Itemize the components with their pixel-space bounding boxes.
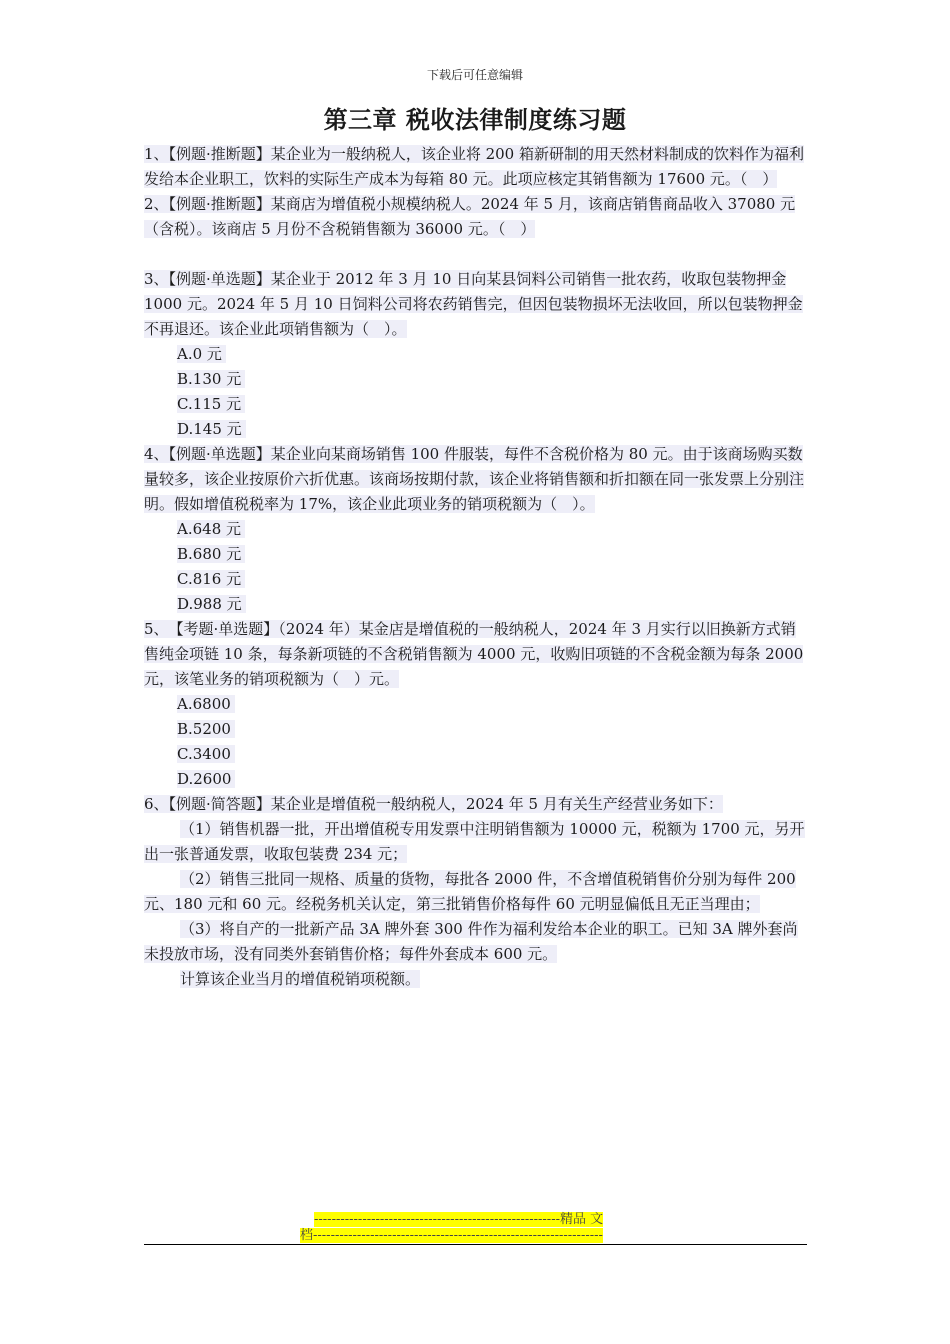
question-3 bbox=[144, 267, 809, 342]
footer-divider bbox=[144, 1244, 807, 1245]
document-body bbox=[144, 142, 809, 992]
question-4-text: 4、【例题·单选题】某企业向某商场销售 100 件服装，每件不含税价格为 80 元。由于该商场购买数量较多，该企业按原价六折优惠。该商场按期付款，该企业将销售额和折扣额在同一张发票上分别注明。假如增值税税率为 17%，该企业此项业务的销项税额为（ ）。 bbox=[144, 445, 805, 513]
question-3-option-d: D.145 元 bbox=[144, 417, 809, 442]
document-title: 第三章 税收法律制度练习题 bbox=[323, 105, 627, 134]
question-6-item-1: （1）销售机器一批，开出增值税专用发票中注明销售额为 10000 元，税额为 1700 元，另开出一张普通发票，收取包装费 234 元； bbox=[144, 820, 805, 863]
question-5-text: 5、 【考题·单选题】（2024 年）某金店是增值税的一般纳税人，2024 年 3 月实行以旧换新方式销售纯金项链 10 条，每条新项链的不含税销售额为 4000 元，收购旧项链的不含税金额为每条 2000 元，该笔业务的销项税额为（ ）元。 bbox=[144, 620, 804, 688]
question-6-text: 6、【例题·简答题】某企业是增值税一般纳税人，2024 年 5 月有关生产经营业务如下： bbox=[144, 795, 723, 813]
question-3-option-b: B.130 元 bbox=[144, 367, 809, 392]
question-4-option-d: D.988 元 bbox=[144, 592, 809, 617]
question-6-item-2: （2）销售三批同一规格、质量的货物，每批各 2000 件，不含增值税销售价分别为每件 200 元、180 元和 60 元。经税务机关认定，第三批销售价格每件 60 元明显偏低且无正当理由； bbox=[144, 870, 796, 913]
question-6-conclusion: 计算该企业当月的增值税销项税额。 bbox=[180, 970, 421, 988]
question-6 bbox=[144, 792, 809, 817]
footer-note-line-2: 档------------------------------------------------------------------ bbox=[300, 1228, 603, 1243]
question-5 bbox=[144, 617, 809, 692]
question-5-option-b: B.5200 bbox=[144, 717, 809, 742]
question-2 bbox=[144, 192, 809, 242]
question-4-option-c: C.816 元 bbox=[144, 567, 809, 592]
question-5-option-c: C.3400 bbox=[144, 742, 809, 767]
footer-note-line-1: --------------------------------------------------------精品 文 bbox=[314, 1212, 604, 1227]
question-5-option-d: D.2600 bbox=[144, 767, 809, 792]
question-3-text: 3、【例题·单选题】某企业于 2012 年 3 月 10 日向某县饲料公司销售一批农药，收取包装物押金 1000 元。2024 年 5 月 10 日饲料公司将农药销售完，但因包装物损坏无法收回，所以包装物押金不再退还。该企业此项销售额为（ ）。 bbox=[144, 270, 803, 338]
question-6-item-3: （3）将自产的一批新产品 3A 牌外套 300 件作为福利发给本企业的职工。已知 3A 牌外套尚未投放市场，没有同类外套销售价格；每件外套成本 600 元。 bbox=[144, 920, 798, 963]
question-3-option-c: C.115 元 bbox=[144, 392, 809, 417]
question-2-text: 2、【例题·推断题】某商店为增值税小规模纳税人。2024 年 5 月，该商店销售商品收入 37080 元（含税）。该商店 5 月份不含税销售额为 36000 元。（ ） bbox=[144, 195, 796, 238]
question-1-text: 1、【例题·推断题】某企业为一般纳税人，该企业将 200 箱新研制的用天然材料制成的饮料作为福利发给本企业职工，饮料的实际生产成本为每箱 80 元。此项应核定其销售额为 17600 元。（ ） bbox=[144, 145, 804, 188]
question-5-option-a: A.6800 bbox=[144, 692, 809, 717]
blank-line bbox=[144, 242, 809, 267]
page-header: 下载后可任意编辑 bbox=[426, 68, 523, 82]
question-1 bbox=[144, 142, 809, 192]
footer-note bbox=[300, 1212, 650, 1244]
question-4-option-b: B.680 元 bbox=[144, 542, 809, 567]
question-4-option-a: A.648 元 bbox=[144, 517, 809, 542]
question-3-option-a: A.0 元 bbox=[144, 342, 809, 367]
question-4 bbox=[144, 442, 809, 517]
